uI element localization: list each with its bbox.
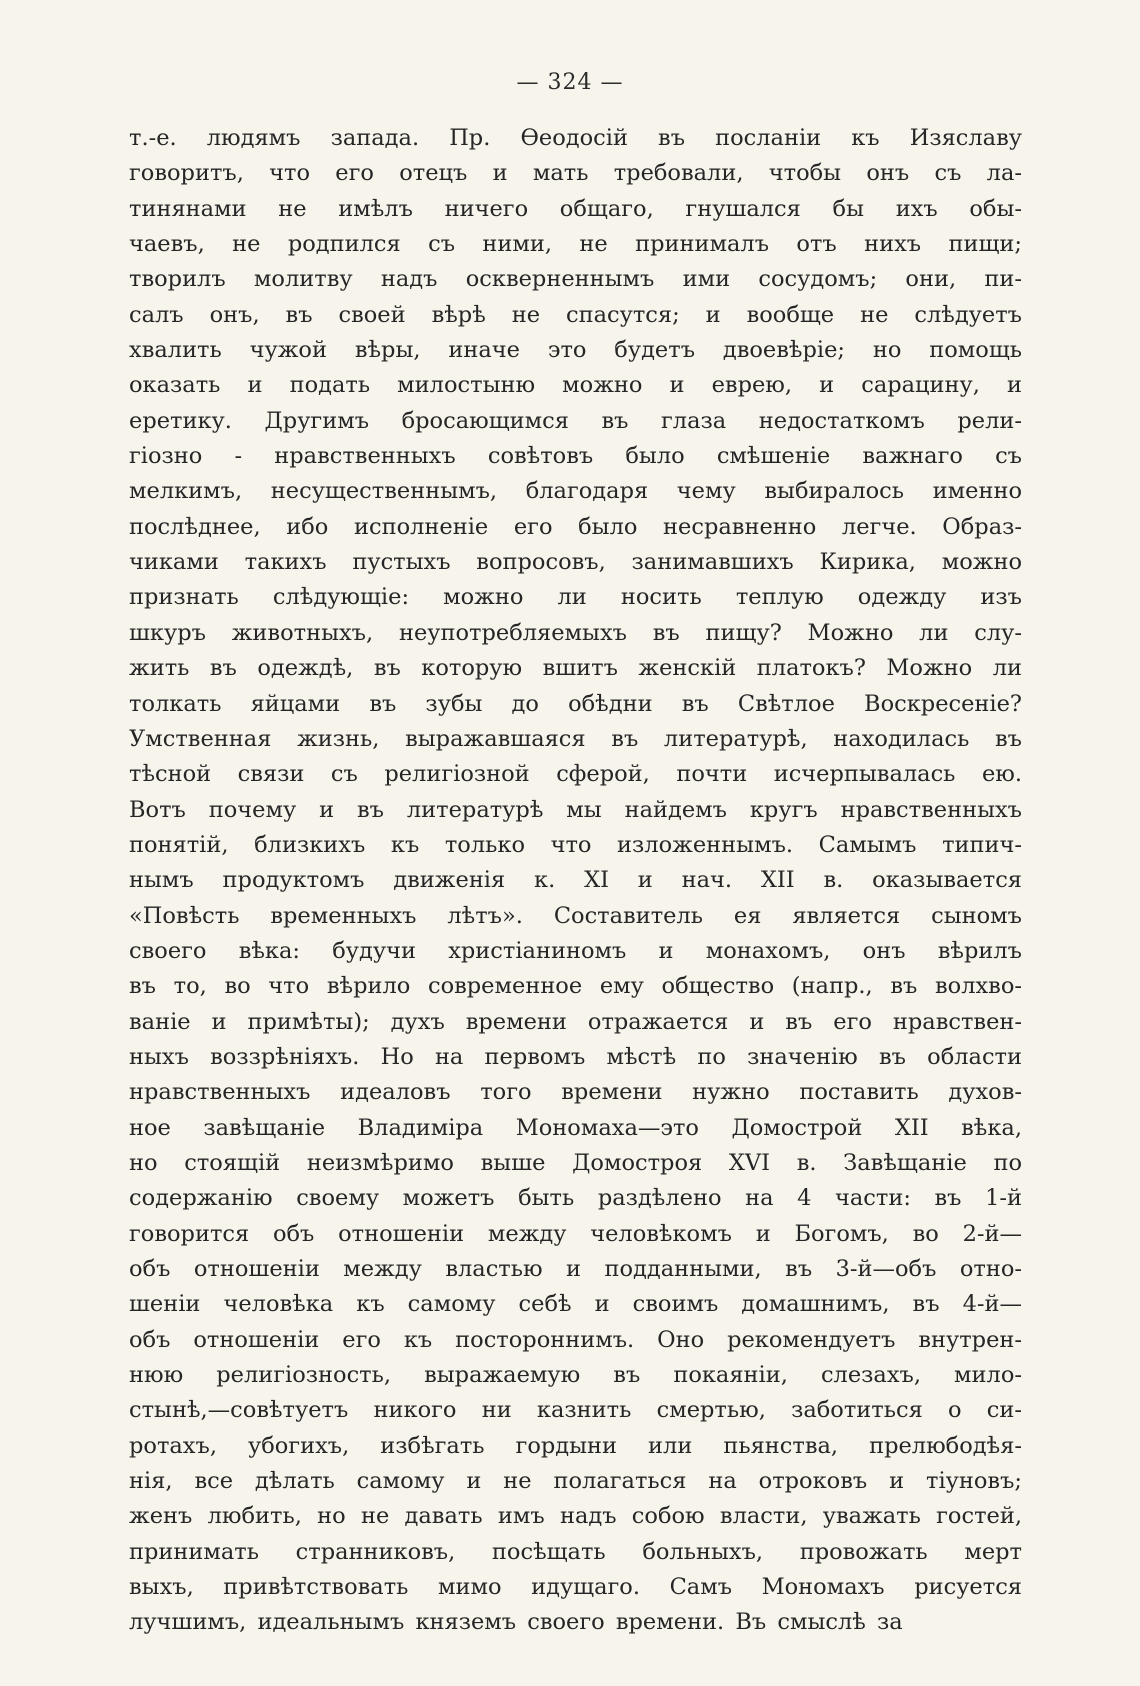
text-line: чаевъ, не родпился съ ними, не принималъ отъ нихъ пищи; xyxy=(129,231,1022,258)
text-line: нымъ продуктомъ движенія к. XI и нач. XII в. оказывается xyxy=(129,867,1022,894)
text-line: говорится объ отношеніи между человѣкомъ и Богомъ, во 2-й— xyxy=(129,1220,1022,1247)
text-line: нія, все дѣлать самому и не полагаться на отроковъ и тіуновъ; xyxy=(129,1468,1022,1495)
text-line: Вотъ почему и въ литературѣ мы найдемъ кругъ нравственныхъ xyxy=(129,796,1022,823)
text-line: лучшимъ, идеальнымъ княземъ своего времени. Въ смыслѣ за xyxy=(129,1609,903,1636)
text-line: оказать и подать милостыню можно и еврею, и сарацину, и xyxy=(129,372,1022,399)
text-line: содержанію своему можетъ быть раздѣлено на 4 части: въ 1-й xyxy=(129,1185,1022,1212)
text-line: тинянами не имѣлъ ничего общаго, гнушался бы ихъ обы- xyxy=(129,195,1022,222)
text-line: Умственная жизнь, выражавшаяся въ литературѣ, находилась въ xyxy=(129,725,1022,752)
text-line: гіозно - нравственныхъ совѣтовъ было смѣшеніе важнаго съ xyxy=(129,443,1022,470)
text-line: ное завѣщаніе Владиміра Мономаха—это Домострой XII вѣка, xyxy=(129,1114,1022,1141)
text-line: тѣсной связи съ религіозной сферой, почти исчерпывалась ею. xyxy=(129,761,1022,788)
text-line: говоритъ, что его отецъ и мать требовали, чтобы онъ съ ла- xyxy=(129,160,1022,187)
text-line: объ отношеніи между властью и подданными, въ 3-й—объ отно- xyxy=(129,1256,1022,1282)
page-number: — 324 — xyxy=(516,70,624,95)
text-line: послѣднее, ибо исполненіе его было несравненно легче. Образ- xyxy=(129,513,1022,540)
text-line: въ то, во что вѣрило современное ему общество (напр., въ волхво- xyxy=(129,973,1022,1000)
text-line: толкать яйцами въ зубы до обѣдни въ Свѣтлое Воскресеніе? xyxy=(129,690,1022,717)
text-line: понятій, близкихъ къ только что изложеннымъ. Самымъ типич- xyxy=(129,831,1022,858)
text-line: признать слѣдующіе: можно ли носить теплую одежду изъ xyxy=(129,584,1022,611)
text-line: женъ любить, но не давать имъ надъ собою власти, уважать гостей, xyxy=(129,1503,1022,1530)
text-line: жить въ одеждѣ, въ которую вшитъ женскій платокъ? Можно ли xyxy=(129,655,1022,682)
body-text xyxy=(129,121,1022,1641)
text-line: еретику. Другимъ бросающимся въ глаза недостаткомъ рели- xyxy=(129,407,1022,434)
text-line: ротахъ, убогихъ, избѣгать гордыни или пьянства, прелюбодѣя- xyxy=(129,1432,1022,1459)
text-line: мелкимъ, несущественнымъ, благодаря чему выбиралось именно xyxy=(129,478,1022,505)
text-line: хвалить чужой вѣры, иначе это будетъ двоевѣріе; но помощь xyxy=(129,337,1022,364)
text-line: чиками такихъ пустыхъ вопросовъ, занимавшихъ Кирика, можно xyxy=(129,549,1022,576)
text-line: стынѣ,—совѣтуетъ никого ни казнить смертью, заботиться о си- xyxy=(129,1397,1022,1424)
text-line: ныхъ воззрѣніяхъ. Но на первомъ мѣстѣ по значенію въ области xyxy=(129,1043,1022,1070)
text-line: «Повѣсть временныхъ лѣтъ». Составитель ея является сыномъ xyxy=(129,902,1022,929)
text-line: шкуръ животныхъ, неупотребляемыхъ въ пищу? Можно ли слу- xyxy=(129,619,1022,646)
text-line: нравственныхъ идеаловъ того времени нужно поставить духов- xyxy=(129,1079,1022,1106)
text-line: шеніи человѣка къ самому себѣ и своимъ домашнимъ, въ 4-й— xyxy=(129,1291,1022,1318)
text-line: объ отношеніи его къ постороннимъ. Оно рекомендуетъ внутрен- xyxy=(129,1326,1022,1353)
text-line: ваніе и примѣты); духъ времени отражается и въ его нравствен- xyxy=(129,1008,1022,1035)
text-line: т.-е. людямъ запада. Пр. Ѳеодосій въ посланіи къ Изяславу xyxy=(129,125,1022,151)
text-line: нюю религіозность, выражаемую въ покаяніи, слезахъ, мило- xyxy=(129,1362,1022,1389)
text-line: принимать странниковъ, посѣщать больныхъ, провожать мерт xyxy=(129,1538,1022,1565)
text-line: салъ онъ, въ своей вѣрѣ не спасутся; и вообще не слѣдуетъ xyxy=(129,301,1022,328)
text-line: своего вѣка: будучи христіаниномъ и монахомъ, онъ вѣрилъ xyxy=(129,937,1022,964)
text-line: выхъ, привѣтствовать мимо идущаго. Самъ Мономахъ рисуется xyxy=(129,1574,1022,1601)
text-line: но стоящій неизмѣримо выше Домостроя XVI в. Завѣщаніе по xyxy=(129,1149,1022,1176)
text-line: творилъ молитву надъ оскверненнымъ ими сосудомъ; они, пи- xyxy=(129,266,1022,293)
